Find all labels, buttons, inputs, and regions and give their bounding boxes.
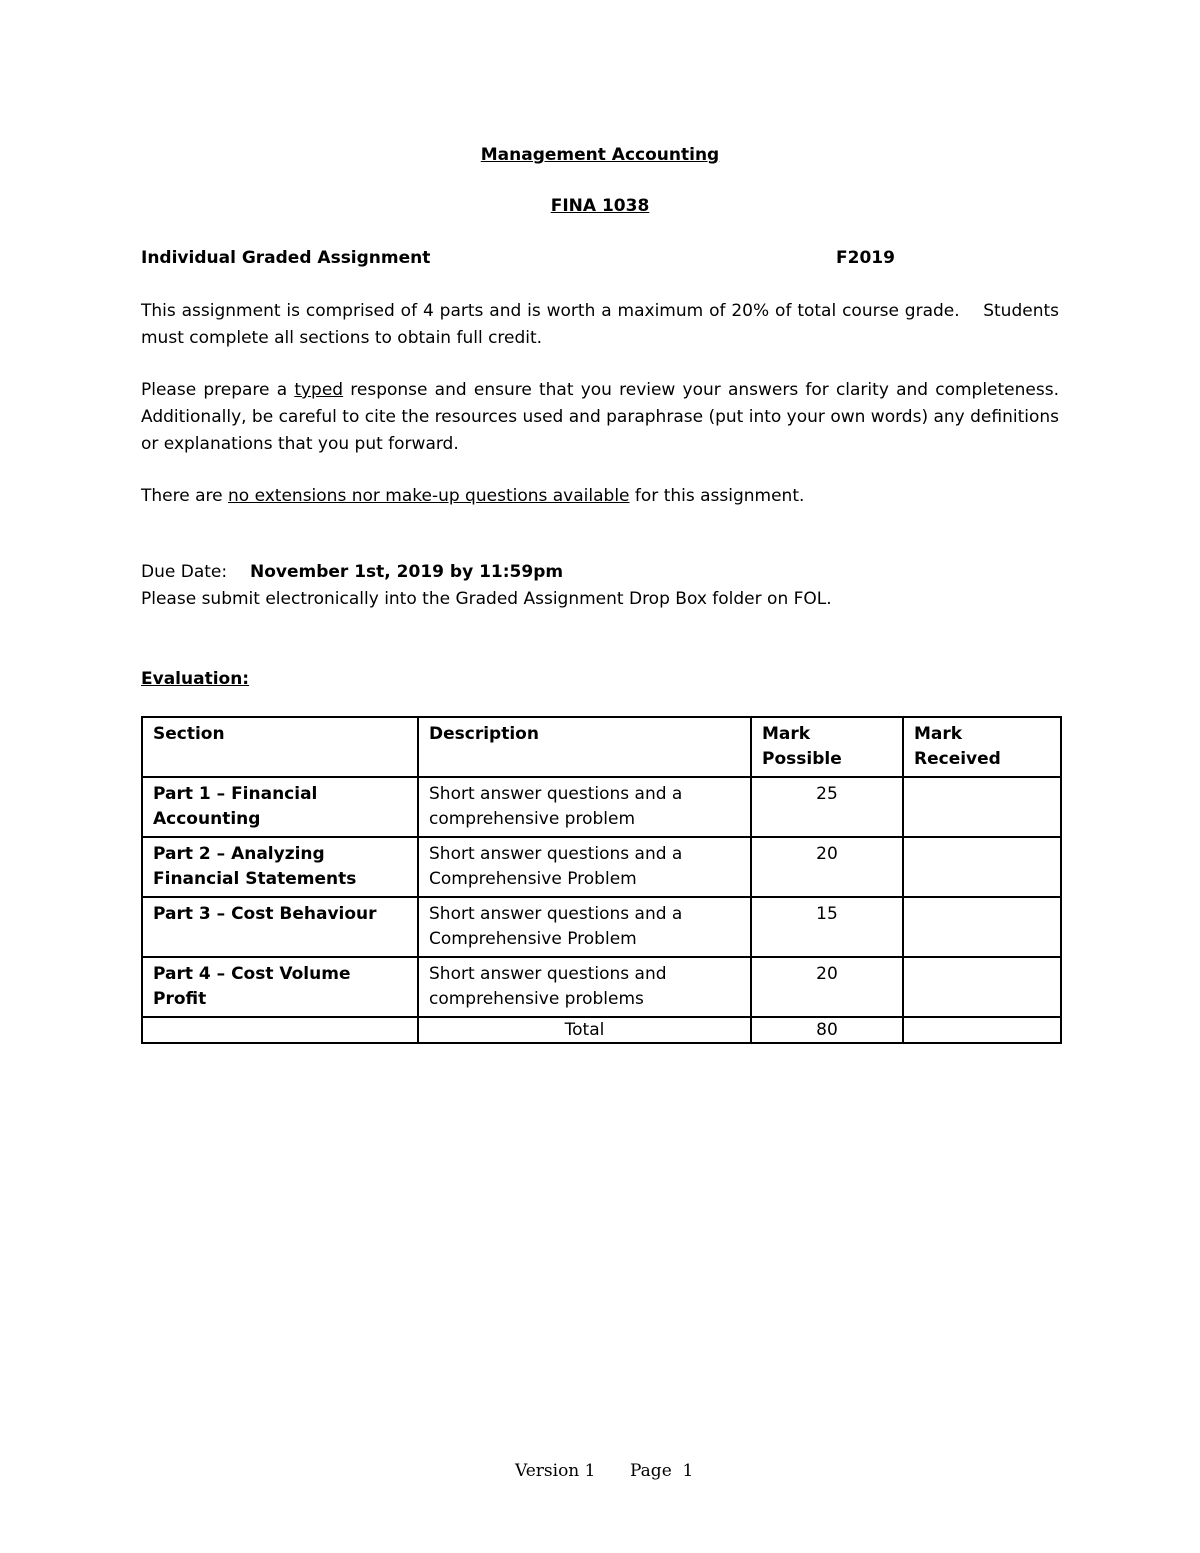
mark-possible-cell: 20 (751, 837, 903, 897)
instructions-paragraph (141, 377, 1059, 458)
mark-received-cell (903, 897, 1061, 957)
assignment-name: Individual Graded Assignment (141, 248, 431, 268)
evaluation-table (141, 716, 1062, 1044)
table-row (142, 957, 1061, 1017)
extensions-after: for this assignment. (629, 486, 805, 506)
mark-possible-cell: 15 (751, 897, 903, 957)
mark-possible-cell: 20 (751, 957, 903, 1017)
total-row (142, 1017, 1061, 1043)
column-header-description: Description (418, 717, 751, 777)
mark-received-cell (903, 957, 1061, 1017)
instructions-before: Please prepare a (141, 380, 295, 400)
table-row (142, 777, 1061, 837)
section-cell: Part 2 – Analyzing Financial Statements (142, 837, 418, 897)
submit-note: Please submit electronically into the Graded Assignment Drop Box folder on FOL. (141, 589, 832, 609)
due-date-label: Due Date: (141, 562, 228, 582)
footer-page: Page 1 (630, 1461, 694, 1481)
column-header-section: Section (142, 717, 418, 777)
section-cell: Part 3 – Cost Behaviour (142, 897, 418, 957)
description-cell: Short answer questions and comprehensive problems (418, 957, 751, 1017)
column-header-mark-possible: Mark Possible (751, 717, 903, 777)
total-value: 80 (751, 1017, 903, 1043)
column-header-mark-received: Mark Received (903, 717, 1061, 777)
description-cell: Short answer questions and a Comprehensive Problem (418, 897, 751, 957)
total-label: Total (418, 1017, 751, 1043)
section-cell: Part 1 – Financial Accounting (142, 777, 418, 837)
table-row (142, 897, 1061, 957)
instructions-after: response and ensure that you review your answers for clarity and completeness. Additionally, be careful to cite the resources used and paraphrase (put into your own words) any definitions or explanations that you put forward. (141, 380, 1060, 454)
assignment-term: F2019 (836, 248, 895, 268)
extensions-emphasis: no extensions nor make-up questions available (228, 486, 630, 506)
total-empty-cell (142, 1017, 418, 1043)
extensions-before: There are (141, 486, 228, 506)
instructions-typed: typed (294, 380, 344, 400)
footer-version: Version 1 (515, 1461, 596, 1481)
description-cell: Short answer questions and a Comprehensive Problem (418, 837, 751, 897)
document-title: Management Accounting (480, 145, 720, 165)
total-received-cell (903, 1017, 1061, 1043)
mark-possible-cell: 25 (751, 777, 903, 837)
intro-paragraph: This assignment is comprised of 4 parts and is worth a maximum of 20% of total course grade. Students must complete all sections to obtain full credit. (141, 301, 1065, 348)
course-code: FINA 1038 (550, 196, 650, 216)
description-cell: Short answer questions and a comprehensive problem (418, 777, 751, 837)
mark-received-cell (903, 837, 1061, 897)
evaluation-heading: Evaluation: (141, 669, 250, 689)
table-row (142, 837, 1061, 897)
due-date-value: November 1st, 2019 by 11:59pm (250, 562, 564, 582)
mark-received-cell (903, 777, 1061, 837)
extensions-paragraph (141, 483, 1059, 510)
table-header-row (142, 717, 1061, 777)
section-cell: Part 4 – Cost Volume Profit (142, 957, 418, 1017)
